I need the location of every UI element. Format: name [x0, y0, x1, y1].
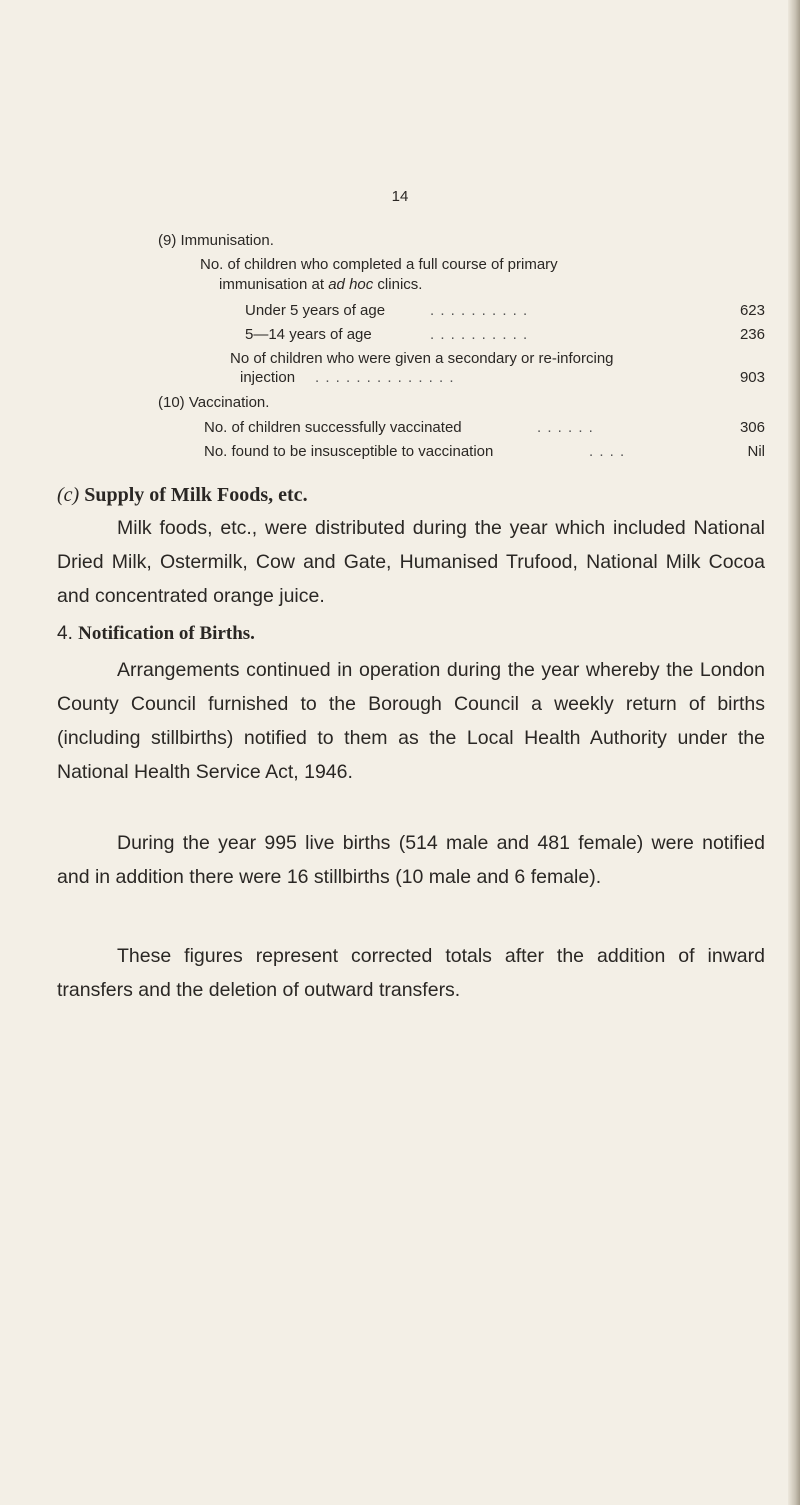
- intro-suffix: clinics.: [373, 276, 423, 293]
- row-label: No. of children successfully vaccinated: [204, 419, 462, 436]
- leader-dots: . . . . . . . . . .: [430, 302, 529, 319]
- section-c-label: (c): [57, 484, 80, 506]
- row-value: 623: [739, 302, 765, 319]
- row-label: No. found to be insusceptible to vaccination: [204, 443, 494, 460]
- table-row: [240, 369, 765, 389]
- row-value: 236: [739, 326, 765, 343]
- section-4-paragraph-1: Arrangements continued in operation during the year whereby the London County Council furnished to the Borough Council a weekly return of births (including stillbirths) notified to them as the Local Health Authority under the National Health Service Act, 1946.: [57, 659, 765, 783]
- section-4-paragraph-3: These figures represent corrected totals after the addition of inward transfers and the deletion of outward transfers.: [57, 945, 765, 1001]
- row-label: Under 5 years of age: [245, 302, 386, 319]
- table-row: [245, 326, 765, 346]
- row-value: Nil: [747, 443, 765, 460]
- table-row: [204, 419, 765, 439]
- secondary-line1: No of children who were given a secondary or re-inforcing: [230, 350, 614, 367]
- section-4-number: 4.: [57, 623, 73, 644]
- section-4-title: Notification of Births.: [78, 623, 255, 644]
- intro-prefix: immunisation at: [219, 276, 329, 293]
- section-4-paragraph-2: During the year 995 live births (514 male and 481 female) were notified and in addition there were 16 stillbirths (10 male and 6 female).: [57, 832, 765, 888]
- leader-dots: . . . .: [589, 443, 626, 460]
- vaccination-heading: (10) Vaccination.: [158, 394, 270, 411]
- immunisation-heading: (9) Immunisation.: [158, 232, 274, 249]
- row-value: 903: [739, 369, 765, 386]
- section-c-paragraph: Milk foods, etc., were distributed during the year which included National Dried Milk, Ostermilk, Cow and Gate, Humanised Trufood, National Milk Cocoa and concentrated orange juice.: [57, 517, 765, 607]
- table-row: [204, 443, 765, 463]
- leader-dots: . . . . . . . . . .: [430, 326, 529, 343]
- row-label: injection: [240, 369, 296, 386]
- leader-dots: . . . . . . . . . . . . . .: [315, 369, 455, 386]
- section-c-title: Supply of Milk Foods, etc.: [84, 484, 308, 506]
- page-number: 14: [391, 188, 409, 205]
- immunisation-intro-line2: [219, 276, 422, 294]
- immunisation-intro-line1: No. of children who completed a full course of primary: [200, 256, 558, 273]
- section-c-heading: [57, 484, 308, 507]
- intro-italic: ad hoc: [328, 276, 374, 293]
- section-4-heading: [57, 623, 255, 645]
- leader-dots: . . . . . .: [537, 419, 594, 436]
- page-edge: [788, 0, 800, 1505]
- row-value: 306: [739, 419, 765, 436]
- table-row: [245, 302, 765, 322]
- row-label: 5—14 years of age: [245, 326, 372, 343]
